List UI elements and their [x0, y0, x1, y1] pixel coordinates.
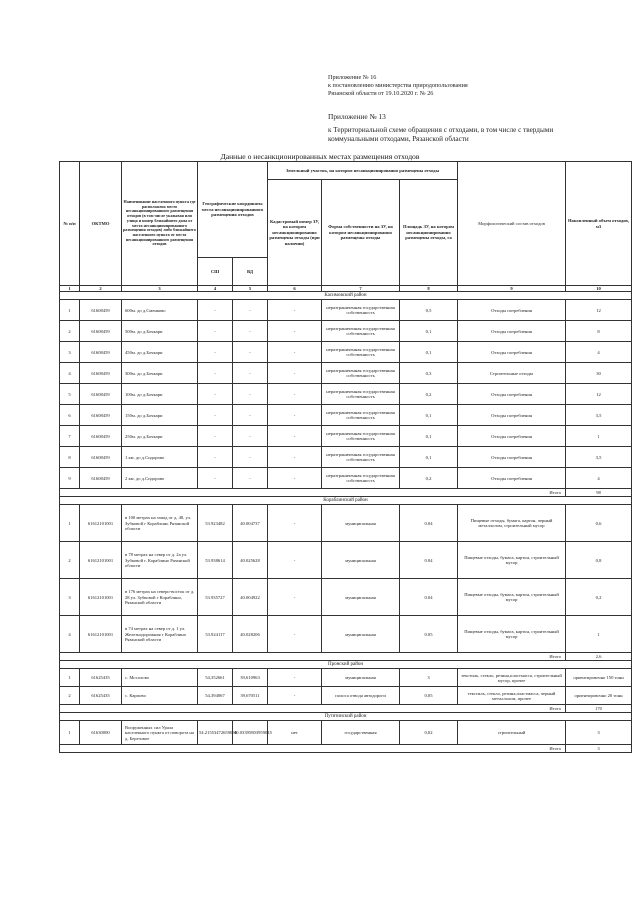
row-number: 7	[60, 426, 80, 447]
document-title: Данные о несанкционированных местах размещения отходов	[220, 152, 420, 161]
row-number: 1	[60, 669, 80, 687]
area-cell: 0.04	[400, 505, 458, 542]
location-cell: с. Мосолово	[122, 669, 198, 687]
cadastral-cell: -	[268, 384, 322, 405]
lat-cell: -	[198, 468, 233, 489]
lon-cell: 39,610963	[233, 669, 268, 687]
location-cell: 500м. до д.Бочкари	[122, 321, 198, 342]
location-cell: 1 км. до д.Сидорово	[122, 447, 198, 468]
total-label: Итого	[60, 489, 566, 497]
volume-cell: 30	[566, 363, 632, 384]
oktmo-cell: 61608459	[80, 384, 122, 405]
lon-cell: -	[233, 363, 268, 384]
col-cadastral-header: Кадастровый номер ЗУ, на котором несанкционированно размещены отходы (при наличии)	[268, 180, 322, 286]
cadastral-cell: -	[268, 447, 322, 468]
row-number: 3	[60, 342, 80, 363]
location-cell: в 74 метрах на север от д. 1 ул. Железнодорожная г Кораблино Рязанской области	[122, 616, 198, 653]
col-ownership-header: Форма собственности на ЗУ, на котором несанкционированно размещены отходы	[322, 180, 400, 286]
oktmo-cell: 61608459	[80, 447, 122, 468]
ownership-cell: неразграниченная государственная собственность	[322, 300, 400, 321]
location-cell: в 78 метрах на север от д. 2а ул. Зубковой г. Кораблино Рязанской области	[122, 542, 198, 579]
lon-cell: -	[233, 468, 268, 489]
section-title: Кораблинский район	[60, 497, 632, 505]
oktmo-cell: 61630000	[80, 721, 122, 745]
total-value: 170	[566, 705, 632, 713]
location-cell: Вооруженных сил Урала населенного пункта от поворота на д. Березовое	[122, 721, 198, 745]
location-cell: 250м. до д.Бочкари	[122, 426, 198, 447]
lat-cell: -	[198, 342, 233, 363]
lon-cell: 40.004737	[233, 505, 268, 542]
area-cell: 0,1	[400, 426, 458, 447]
location-cell: 150м. до д.Бочкари	[122, 405, 198, 426]
ownership-cell: муниципальная	[322, 542, 400, 579]
section-row	[60, 661, 632, 669]
total-row	[60, 745, 632, 753]
location-cell: в 176 метрах на северо-восток от д. 28 ул. Зубковой г Кораблино, Рязанской области	[122, 579, 198, 616]
lat-cell: -	[198, 363, 233, 384]
cadastral-cell: -	[268, 687, 322, 705]
total-row	[60, 705, 632, 713]
morph-cell: Пищевые отходы, бумага, картон, строительный мусор	[458, 542, 566, 579]
volume-cell: 1	[566, 616, 632, 653]
ownership-cell: муниципальная	[322, 669, 400, 687]
lat-cell: 53.935727	[198, 579, 233, 616]
morph-cell: Пищевые отходы, бумага, картон, строительный мусор	[458, 616, 566, 653]
ownership-cell: муниципальная	[322, 505, 400, 542]
morph-cell: Пищевые отходы, бумага, картон, строительный мусор	[458, 579, 566, 616]
col-number: 9	[458, 286, 566, 292]
total-value: 2,6	[566, 653, 632, 661]
morph-cell: Отходы потребления	[458, 342, 566, 363]
location-cell: в 100 метрах на запад от д. 48, ул. Зубковой г Кораблино Рязанской области	[122, 505, 198, 542]
lat-cell: -	[198, 426, 233, 447]
row-number: 1	[60, 721, 80, 745]
ownership-cell: муниципальная	[322, 616, 400, 653]
morph-cell: Отходы потребления	[458, 468, 566, 489]
volume-cell: 4	[566, 342, 632, 363]
appendix-13-label: Приложение № 13	[328, 112, 386, 121]
section-title: Касимовский район	[60, 292, 632, 300]
col-lon-header: ВД	[233, 258, 268, 286]
oktmo-cell: 61625435	[80, 669, 122, 687]
cadastral-cell: -	[268, 616, 322, 653]
lon-cell: -	[233, 300, 268, 321]
cadastral-cell: -	[268, 505, 322, 542]
col-number: 4	[198, 286, 233, 292]
annex-header	[328, 74, 628, 97]
lat-cell: -	[198, 300, 233, 321]
cadastral-cell: -	[268, 321, 322, 342]
cadastral-cell: -	[268, 542, 322, 579]
col-oktmo-header: ОКТМО	[80, 162, 122, 286]
volume-cell: 0,6	[566, 505, 632, 542]
oktmo-cell: 61612101001	[80, 542, 122, 579]
table-row	[60, 616, 632, 653]
row-number: 3	[60, 579, 80, 616]
col-number: 6	[268, 286, 322, 292]
morph-cell: текстиль, стекло, резина,пластмасса, черный металлолом, прочее	[458, 687, 566, 705]
oktmo-cell: 61612101001	[80, 579, 122, 616]
lon-cell: 40.03395803959045	[233, 721, 268, 745]
area-cell: 0,1	[400, 447, 458, 468]
ownership-cell: неразграниченная государственная собственность	[322, 468, 400, 489]
table-row	[60, 579, 632, 616]
col-area-header: Площадь ЗУ, на котором несанкционированно размещены отходы, га	[400, 180, 458, 286]
location-cell: 100м. до д.Бочкари	[122, 384, 198, 405]
lon-cell: 40.004922	[233, 579, 268, 616]
oktmo-cell: 61608459	[80, 342, 122, 363]
table-row	[60, 321, 632, 342]
morph-cell: Пищевые отходы, бумага, картон, черный металлолом, строительный мусор	[458, 505, 566, 542]
volume-cell: ориентировочно 150 тонн	[566, 669, 632, 687]
volume-cell: 3,5	[566, 405, 632, 426]
row-number: 4	[60, 616, 80, 653]
cadastral-cell: -	[268, 579, 322, 616]
ownership-cell: неразграниченная государственная собственность	[322, 426, 400, 447]
area-cell: 0,2	[400, 384, 458, 405]
oktmo-cell: 61608459	[80, 363, 122, 384]
col-morph-header: Морфологический состав отходов	[458, 162, 566, 286]
col-number: 3	[122, 286, 198, 292]
col-volume-header: Накопленный объем отходов, м3	[566, 162, 632, 286]
ownership-cell: неразграниченная государственная собственность	[322, 321, 400, 342]
col-number: 7	[322, 286, 400, 292]
volume-cell: 4	[566, 468, 632, 489]
table-row	[60, 721, 632, 745]
col-num-header: № п/п	[60, 162, 80, 286]
lon-cell: 40.028206	[233, 616, 268, 653]
col-number: 10	[566, 286, 632, 292]
col-number: 5	[233, 286, 268, 292]
morph-cell: строительный	[458, 721, 566, 745]
row-number: 1	[60, 505, 80, 542]
table-row	[60, 669, 632, 687]
table-row	[60, 384, 632, 405]
lon-cell: -	[233, 405, 268, 426]
col-lat-header: СШ	[198, 258, 233, 286]
row-number: 5	[60, 384, 80, 405]
table-row	[60, 468, 632, 489]
row-number: 4	[60, 363, 80, 384]
morph-cell: Отходы потребления	[458, 300, 566, 321]
table-row	[60, 363, 632, 384]
table-row	[60, 542, 632, 579]
col-land-group-header: Земельный участок, на котором несанкционированно размещены отходы	[268, 162, 458, 180]
volume-cell: 12	[566, 384, 632, 405]
area-cell: 0,1	[400, 405, 458, 426]
section-row	[60, 292, 632, 300]
oktmo-cell: 61608459	[80, 426, 122, 447]
area-cell: 3	[400, 669, 458, 687]
waste-sites-table	[59, 161, 632, 753]
lon-cell: 39,670511	[233, 687, 268, 705]
lon-cell: -	[233, 321, 268, 342]
table-row	[60, 405, 632, 426]
oktmo-cell: 61608459	[80, 468, 122, 489]
area-cell: 0,5	[400, 300, 458, 321]
lat-cell: -	[198, 405, 233, 426]
section-title: Пронский район	[60, 661, 632, 669]
ownership-cell: неразграниченная государственная собственность	[322, 405, 400, 426]
location-cell: 450м. до д.Бочкари	[122, 342, 198, 363]
ownership-cell: неразграниченная государственная собственность	[322, 447, 400, 468]
ownership-cell: неразграниченная государственная собственность	[322, 384, 400, 405]
reference-line-2: коммунальными отходами, Рязанской области	[328, 135, 469, 143]
area-cell: 0,05	[400, 687, 458, 705]
ownership-cell: неразграниченная государственная собственность	[322, 363, 400, 384]
ownership-cell: полоса отвода автодороги	[322, 687, 400, 705]
morph-cell: Отходы потребления	[458, 321, 566, 342]
lon-cell: -	[233, 426, 268, 447]
morph-cell: Отходы потребления	[458, 384, 566, 405]
ownership-cell: неразграниченная государственная собственность	[322, 342, 400, 363]
row-number: 6	[60, 405, 80, 426]
lon-cell: -	[233, 384, 268, 405]
col-number: 8	[400, 286, 458, 292]
col-number: 1	[60, 286, 80, 292]
table-row	[60, 426, 632, 447]
volume-cell: 0,2	[566, 579, 632, 616]
ownership-cell: государственная	[322, 721, 400, 745]
morph-cell: Отходы потребления	[458, 426, 566, 447]
row-number: 9	[60, 468, 80, 489]
lat-cell: -	[198, 321, 233, 342]
oktmo-cell: 61608459	[80, 300, 122, 321]
morph-cell: Отходы потребления	[458, 405, 566, 426]
row-number: 2	[60, 542, 80, 579]
row-number: 8	[60, 447, 80, 468]
col-number: 2	[80, 286, 122, 292]
area-cell: 0,2	[400, 468, 458, 489]
area-cell: 0,02	[400, 721, 458, 745]
section-row	[60, 497, 632, 505]
lat-cell: 54.21553472659096	[198, 721, 233, 745]
total-value: 3	[566, 745, 632, 753]
lat-cell: 54,394067	[198, 687, 233, 705]
lat-cell: 53.923482	[198, 505, 233, 542]
lat-cell: 54,352661	[198, 669, 233, 687]
oktmo-cell: 61625435	[80, 687, 122, 705]
reference-line-1: к Территориальной схеме обращения с отходами, в том числе с твердыми	[328, 126, 554, 134]
annex-line-2: к постановлению министерства природопользования	[328, 81, 468, 89]
total-label: Итого	[60, 745, 566, 753]
cadastral-cell: нет	[268, 721, 322, 745]
section-row	[60, 713, 632, 721]
row-number: 2	[60, 321, 80, 342]
volume-cell: 3	[566, 721, 632, 745]
volume-cell: 3,5	[566, 447, 632, 468]
lon-cell: 40.025628	[233, 542, 268, 579]
table-row	[60, 300, 632, 321]
ownership-cell: муниципальная	[322, 579, 400, 616]
annex-line-1: Приложение № 16	[328, 74, 377, 81]
table-body	[60, 292, 632, 753]
table-row	[60, 342, 632, 363]
lon-cell: -	[233, 447, 268, 468]
area-cell: 0,1	[400, 321, 458, 342]
col-name-header: Наименование населенного пункта где расположено место несанкционированного размещения отходов (в том числе указывая или улица и номер ближайшего дома от места несанкционированного размещения отходов) либо ближайшего населенного пункта от места несанкционированного размещения отходов	[122, 162, 198, 286]
area-cell: 0,1	[400, 342, 458, 363]
row-number: 1	[60, 300, 80, 321]
cadastral-cell: -	[268, 300, 322, 321]
area-cell: 0.04	[400, 579, 458, 616]
morph-cell: Отходы потребления	[458, 447, 566, 468]
cadastral-cell: -	[268, 426, 322, 447]
volume-cell: 12	[566, 300, 632, 321]
lat-cell: 53.924117	[198, 616, 233, 653]
total-value: 98	[566, 489, 632, 497]
table-header	[60, 162, 632, 292]
col-geo-header: Географические координаты места несанкционированного размещения отходов	[198, 162, 268, 258]
lon-cell: -	[233, 342, 268, 363]
total-row	[60, 489, 632, 497]
volume-cell: 0,8	[566, 542, 632, 579]
location-cell: 2 км. до д.Сидорово	[122, 468, 198, 489]
location-cell: 600м. до д.Сменково	[122, 300, 198, 321]
section-title: Путятинский район	[60, 713, 632, 721]
cadastral-cell: -	[268, 363, 322, 384]
oktmo-cell: 61608459	[80, 321, 122, 342]
oktmo-cell: 61612101001	[80, 616, 122, 653]
total-row	[60, 653, 632, 661]
oktmo-cell: 61608459	[80, 405, 122, 426]
location-cell: с. Карпово	[122, 687, 198, 705]
volume-cell: ориентировочно 20 тонн	[566, 687, 632, 705]
area-cell: 0.05	[400, 616, 458, 653]
morph-cell: текстиль, стекло, резина,пластмасса, строительный мусор, прочее	[458, 669, 566, 687]
oktmo-cell: 61612101001	[80, 505, 122, 542]
volume-cell: 8	[566, 321, 632, 342]
lat-cell: -	[198, 384, 233, 405]
cadastral-cell: -	[268, 405, 322, 426]
volume-cell: 1	[566, 426, 632, 447]
area-cell: 0.04	[400, 542, 458, 579]
annex-line-3: Рязанской области от 19.10.2020 г. № 26	[328, 89, 434, 97]
lat-cell: 53.938614	[198, 542, 233, 579]
total-label: Итого	[60, 653, 566, 661]
cadastral-cell: -	[268, 468, 322, 489]
table-row	[60, 447, 632, 468]
morph-cell: Строительные отходы	[458, 363, 566, 384]
location-cell: 300м. до д.Бочкари	[122, 363, 198, 384]
total-label: Итого	[60, 705, 566, 713]
cadastral-cell: -	[268, 669, 322, 687]
cadastral-cell: -	[268, 342, 322, 363]
table-row	[60, 505, 632, 542]
row-number: 2	[60, 687, 80, 705]
reference-text	[328, 126, 628, 144]
table-row	[60, 687, 632, 705]
lat-cell: -	[198, 447, 233, 468]
area-cell: 0,3	[400, 363, 458, 384]
